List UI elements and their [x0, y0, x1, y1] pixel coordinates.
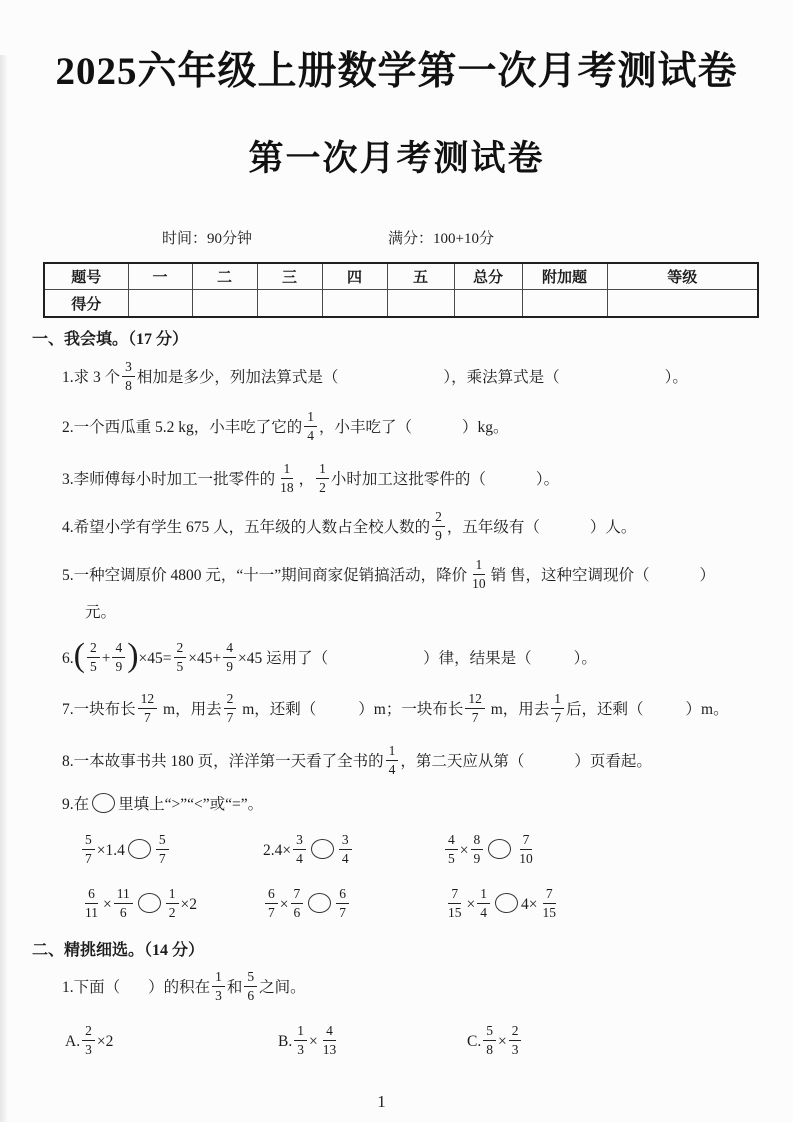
question-3: 3.李师傅每小时加工一批零件的 $\frac{1}{18}$ ， $\frac{1}{2}$ 小时加工这批零件的（ ）。	[62, 461, 560, 495]
fraction: $\frac{8}{9}$	[471, 832, 484, 866]
question-5-continuation: 元。	[85, 603, 117, 621]
fraction: $\frac{7}{15}$	[542, 886, 556, 920]
fraction: $\frac{5}{7}$	[156, 832, 169, 866]
comparison-circle	[495, 893, 518, 913]
fraction: $\frac{2}{5}$	[174, 640, 187, 674]
question-2: 2.一个西瓜重 5.2 kg，小丰吃了它的 $\frac{1}{4}$ ，小丰吃了（ ）kg。	[62, 409, 509, 443]
big-paren: )	[127, 637, 139, 675]
question-6: 6.( $\frac{2}{5}$ + $\frac{4}{9}$ )×45= $\frac{2}{5}$ ×45+ $\frac{4}{9}$ ×45 运用了（ ）律，结果是（ ）。	[62, 637, 597, 675]
fraction: $\frac{1}{2}$	[316, 461, 329, 495]
header-cell: 二	[192, 263, 257, 290]
fraction: $\frac{1}{4}$	[304, 409, 317, 443]
score-table-header-row	[44, 263, 758, 290]
header-cell: 一	[128, 263, 192, 290]
question-4: 4.希望小学有学生 675 人，五年级的人数占全校人数的 $\frac{2}{9}$ ，五年级有（ ）人。	[62, 509, 637, 543]
comparison-item: $\frac{5}{7}$ ×1.4 $\frac{5}{7}$	[80, 827, 263, 875]
page-number: 1	[377, 1092, 386, 1111]
empty-score-cell	[322, 290, 387, 317]
fraction: $\frac{6}{7}$	[336, 886, 349, 920]
empty-score-cell	[192, 290, 257, 317]
full-score: 满分：100+10分	[388, 230, 494, 247]
fraction: $\frac{1}{3}$	[294, 1023, 307, 1057]
comparison-item: $\frac{4}{5}$ × $\frac{8}{9}$ $\frac{7}{10}$	[443, 827, 793, 875]
fraction: $\frac{1}{3}$	[212, 969, 225, 1003]
fraction: $\frac{5}{6}$	[244, 969, 257, 1003]
section2-heading: 二、精挑细选。（14 分）	[32, 941, 205, 959]
header-cell: 等级	[607, 263, 758, 290]
header-cell: 五	[387, 263, 454, 290]
fraction: $\frac{4}{9}$	[112, 640, 125, 674]
fraction: $\frac{3}{4}$	[339, 832, 352, 866]
empty-score-cell	[257, 290, 322, 317]
section2-options	[65, 1018, 793, 1066]
header-cell: 题号	[44, 263, 128, 290]
fraction: $\frac{7}{10}$	[519, 832, 533, 866]
empty-score-cell	[454, 290, 522, 317]
fraction: $\frac{4}{13}$	[322, 1023, 337, 1057]
fraction: $\frac{2}{3}$	[82, 1023, 95, 1057]
fraction: $\frac{11}{6}$	[114, 886, 133, 920]
question-5: 5.一种空调原价 4800 元，“十一”期间商家促销搞活动，降价 $\frac{1}{10}$ 销 售，这种空调现价（ ）	[62, 557, 716, 591]
fraction: $\frac{12}{7}$	[465, 691, 485, 725]
comparison-circle	[488, 839, 511, 859]
fraction: $\frac{2}{9}$	[432, 509, 445, 543]
question-1: 1.求 3 个 $\frac{3}{8}$ 相加是多少，列加法算式是（ ），乘法算式是（ ）。	[62, 359, 688, 393]
fraction: $\frac{4}{5}$	[445, 832, 458, 866]
empty-score-cell	[128, 290, 192, 317]
score-table	[43, 262, 759, 318]
comparison-circle	[92, 793, 115, 813]
page-title: 2025六年级上册数学第一次月考测试卷	[55, 50, 738, 93]
header-cell: 四	[322, 263, 387, 290]
comparison-item: $\frac{7}{15}$ × $\frac{1}{4}$ 4× $\frac{7}{15}$	[443, 881, 793, 929]
scan-edge	[0, 55, 7, 1122]
fraction: $\frac{6}{11}$	[85, 886, 98, 920]
comparison-item: $\frac{6}{11}$ × $\frac{11}{6}$ $\frac{1}{2}$ ×2	[80, 881, 263, 929]
fraction: $\frac{1}{4}$	[477, 886, 490, 920]
fraction: $\frac{5}{7}$	[82, 832, 95, 866]
fraction: $\frac{12}{7}$	[138, 691, 158, 725]
page-subtitle: 第一次月考测试卷	[248, 138, 545, 178]
fraction: $\frac{7}{6}$	[291, 886, 304, 920]
option-a: A. $\frac{2}{3}$ ×2	[65, 1023, 114, 1057]
fraction: $\frac{1}{7}$	[551, 691, 564, 725]
section2-question-1: 1.下面（ ）的积在 $\frac{1}{3}$ 和 $\frac{5}{6}$ 之间。	[62, 969, 306, 1003]
header-cell: 三	[257, 263, 322, 290]
fraction: $\frac{1}{10}$	[472, 557, 486, 591]
fraction: $\frac{3}{8}$	[122, 359, 135, 393]
comparison-circle	[311, 839, 334, 859]
comparison-circle	[138, 893, 161, 913]
fraction: $\frac{4}{9}$	[223, 640, 236, 674]
fraction: $\frac{2}{3}$	[509, 1023, 522, 1057]
question-8: 8.一本故事书共 180 页，洋洋第一天看了全书的 $\frac{1}{4}$ ，第二天应从第（ ）页看起。	[62, 743, 652, 777]
fraction: $\frac{7}{15}$	[448, 886, 462, 920]
fraction: $\frac{1}{4}$	[386, 743, 399, 777]
big-paren: (	[73, 637, 85, 675]
question-7: 7.一块布长 $\frac{12}{7}$ m，用去 $\frac{2}{7}$ m，还剩（ ）m；一块布长 $\frac{12}{7}$ m，用去 $\frac{1}{7}$ 后，还剩（ ）m。	[62, 691, 729, 725]
empty-score-cell	[387, 290, 454, 317]
question-9-comparison-grid	[80, 827, 793, 929]
empty-score-cell	[522, 290, 607, 317]
header-cell: 附加题	[522, 263, 607, 290]
comparison-circle	[128, 839, 151, 859]
section1-heading: 一、我会填。（17 分）	[32, 330, 189, 348]
comparison-item: 2.4× $\frac{3}{4}$ $\frac{3}{4}$	[263, 827, 443, 875]
option-b: B. $\frac{1}{3}$ × $\frac{4}{13}$	[278, 1018, 467, 1066]
score-row-label: 得分	[44, 290, 128, 317]
fraction: $\frac{1}{2}$	[166, 886, 179, 920]
option-c: C. $\frac{5}{8}$ × $\frac{2}{3}$	[467, 1018, 793, 1066]
fraction: $\frac{1}{18}$	[280, 461, 294, 495]
score-table-score-row	[44, 290, 758, 317]
fraction: $\frac{5}{8}$	[483, 1023, 496, 1057]
fraction: $\frac{3}{4}$	[293, 832, 306, 866]
fraction: $\frac{2}{5}$	[87, 640, 100, 674]
comparison-item: $\frac{6}{7}$ × $\frac{7}{6}$ $\frac{6}{7}$	[263, 881, 443, 929]
exam-meta	[0, 227, 793, 248]
header-cell: 总分	[454, 263, 522, 290]
question-9-label: 9.在 里填上“>”“<”或“=”。	[62, 791, 793, 819]
fraction: $\frac{6}{7}$	[265, 886, 278, 920]
time-limit: 时间：90分钟	[162, 230, 253, 247]
comparison-circle	[308, 893, 331, 913]
empty-score-cell	[607, 290, 758, 317]
fraction: $\frac{2}{7}$	[224, 691, 237, 725]
